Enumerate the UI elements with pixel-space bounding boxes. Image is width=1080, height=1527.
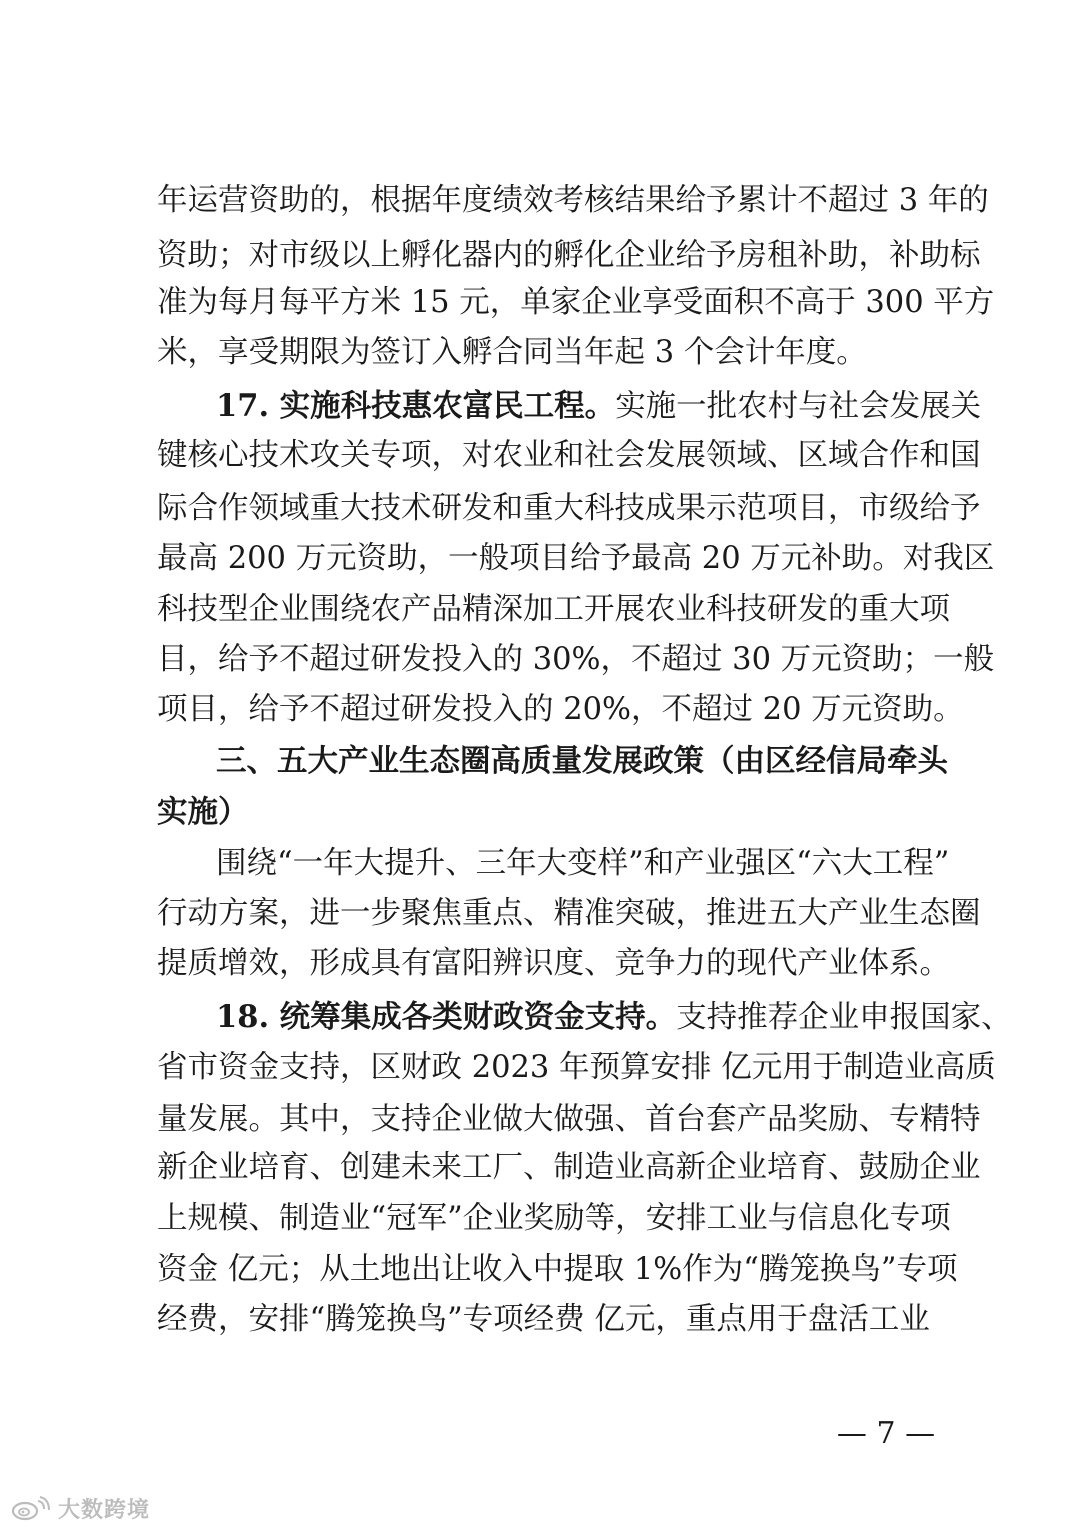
- body-line-18: 省市资金支持，区财政 2023 年预算安排 亿元用于制造业高质: [157, 1050, 996, 1085]
- watermark-text: 大数跨境: [58, 1497, 151, 1523]
- body-line-23: 经费，安排“腾笼换鸟”专项经费 亿元，重点用于盘活工业: [157, 1302, 930, 1337]
- item-17-title: 17. 实施科技惠农富民工程。: [216, 388, 616, 424]
- body-line-4: 米，享受期限为签订入孵合同当年起 3 个会计年度。: [157, 335, 867, 370]
- body-line-9: 科技型企业围绕农产品精深加工开展农业科技研发的重大项: [157, 592, 950, 627]
- section-heading-line-2: 实施）: [157, 795, 249, 830]
- body-line-19: 量发展。其中，支持企业做大做强、首台套产品奖励、专精特: [157, 1102, 981, 1137]
- weibo-logo-icon: [10, 1495, 52, 1521]
- page-number: — 7 —: [836, 1416, 936, 1451]
- body-line-21: 上规模、制造业“冠军”企业奖励等，安排工业与信息化专项: [157, 1201, 951, 1236]
- body-line-7: 际合作领域重大技术研发和重大科技成果示范项目，市级给予: [157, 491, 981, 526]
- body-line-3: 准为每月每平方米 15 元，单家企业享受面积不高于 300 平方: [157, 285, 995, 320]
- intro-line-1: 围绕“一年大提升、三年大变样”和产业强区“六大工程”: [216, 846, 950, 881]
- body-line-20: 新企业培育、创建未来工厂、制造业高新企业培育、鼓励企业: [157, 1150, 981, 1185]
- body-line-6: 键核心技术攻关专项，对农业和社会发展领域、区域合作和国: [157, 438, 981, 473]
- body-line-11: 项目，给予不超过研发投入的 20%，不超过 20 万元资助。: [157, 692, 964, 727]
- section-heading-line-1: 三、五大产业生态圈高质量发展政策（由区经信局牵头: [216, 744, 948, 779]
- item-18-title: 18. 统筹集成各类财政资金支持。: [216, 999, 677, 1035]
- body-line-10: 目，给予不超过研发投入的 30%，不超过 30 万元资助；一般: [157, 642, 995, 677]
- watermark: [10, 1493, 150, 1523]
- intro-line-2: 行动方案，进一步聚焦重点、精准突破，推进五大产业生态圈: [157, 896, 981, 931]
- body-line-1: 年运营资助的，根据年度绩效考核结果给予累计不超过 3 年的: [157, 183, 989, 218]
- body-line-2: 资助；对市级以上孵化器内的孵化企业给予房租补助，补助标: [157, 238, 981, 273]
- body-line-8: 最高 200 万元资助，一般项目给予最高 20 万元补助。对我区: [157, 541, 995, 576]
- item-17-text: 实施一批农村与社会发展关: [615, 389, 982, 424]
- intro-line-3: 提质增效，形成具有富阳辨识度、竞争力的现代产业体系。: [157, 946, 950, 981]
- item-17-line-1: [216, 388, 982, 424]
- item-18-text: 支持推荐企业申报国家、: [676, 1000, 1012, 1035]
- body-line-22: 资金 亿元；从土地出让收入中提取 1%作为“腾笼换鸟”专项: [157, 1252, 958, 1287]
- item-18-line-1: [216, 999, 1012, 1035]
